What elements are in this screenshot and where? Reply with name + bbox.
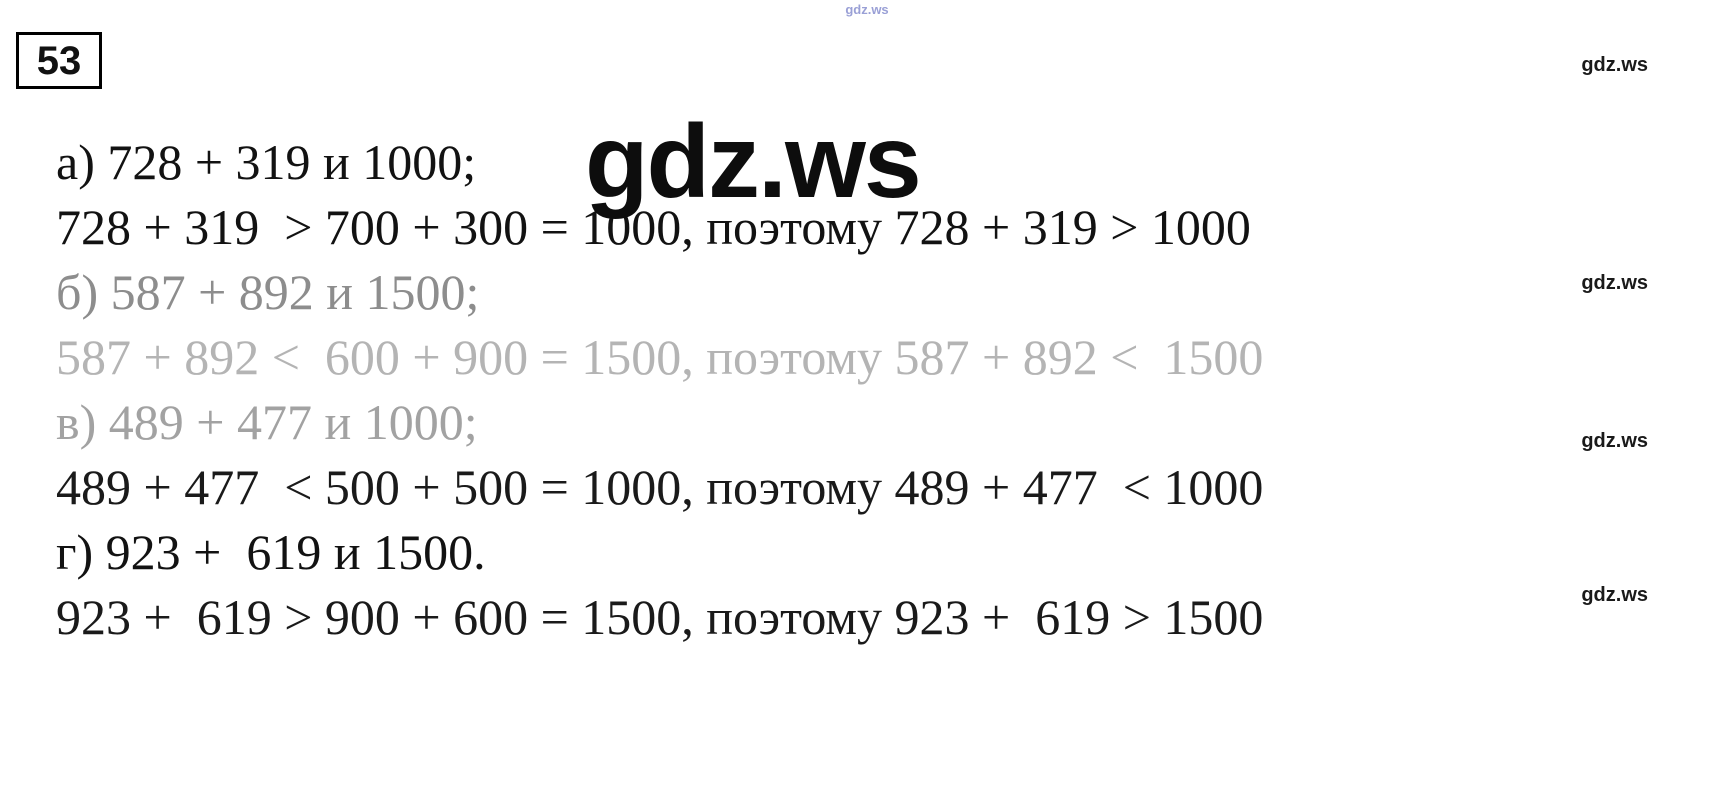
solution-line: в) 489 + 477 и 1000; (56, 394, 478, 450)
watermark-top-center: gdz.ws (845, 2, 889, 17)
watermark-center-large: gdz.ws (585, 104, 920, 220)
solution-line: 489 + 477 < 500 + 500 = 1000, поэтому 489 + 477 < 1000 (56, 459, 1264, 515)
solution-line: 923 + 619 > 900 + 600 = 1500, поэтому 923 + 619 > 1500 (56, 589, 1264, 645)
solution-line: б) 587 + 892 и 1500; (56, 264, 480, 320)
solution-line: 728 + 319 > 700 + 300 = 1000, поэтому 728 + 319 > 1000 (56, 199, 1251, 255)
watermark-right-4: gdz.ws (1581, 584, 1648, 606)
task-number-label: 53 (36, 38, 82, 83)
solution-line: а) 728 + 319 и 1000; (56, 134, 477, 190)
watermark-right-3: gdz.ws (1581, 430, 1648, 452)
watermark-right-2: gdz.ws (1581, 272, 1648, 294)
task-number-box (16, 32, 102, 89)
solution-line: г) 923 + 619 и 1500. (56, 524, 486, 580)
watermark-right-1: gdz.ws (1581, 54, 1648, 76)
solution-line: 587 + 892 < 600 + 900 = 1500, поэтому 587 + 892 < 1500 (56, 329, 1264, 385)
